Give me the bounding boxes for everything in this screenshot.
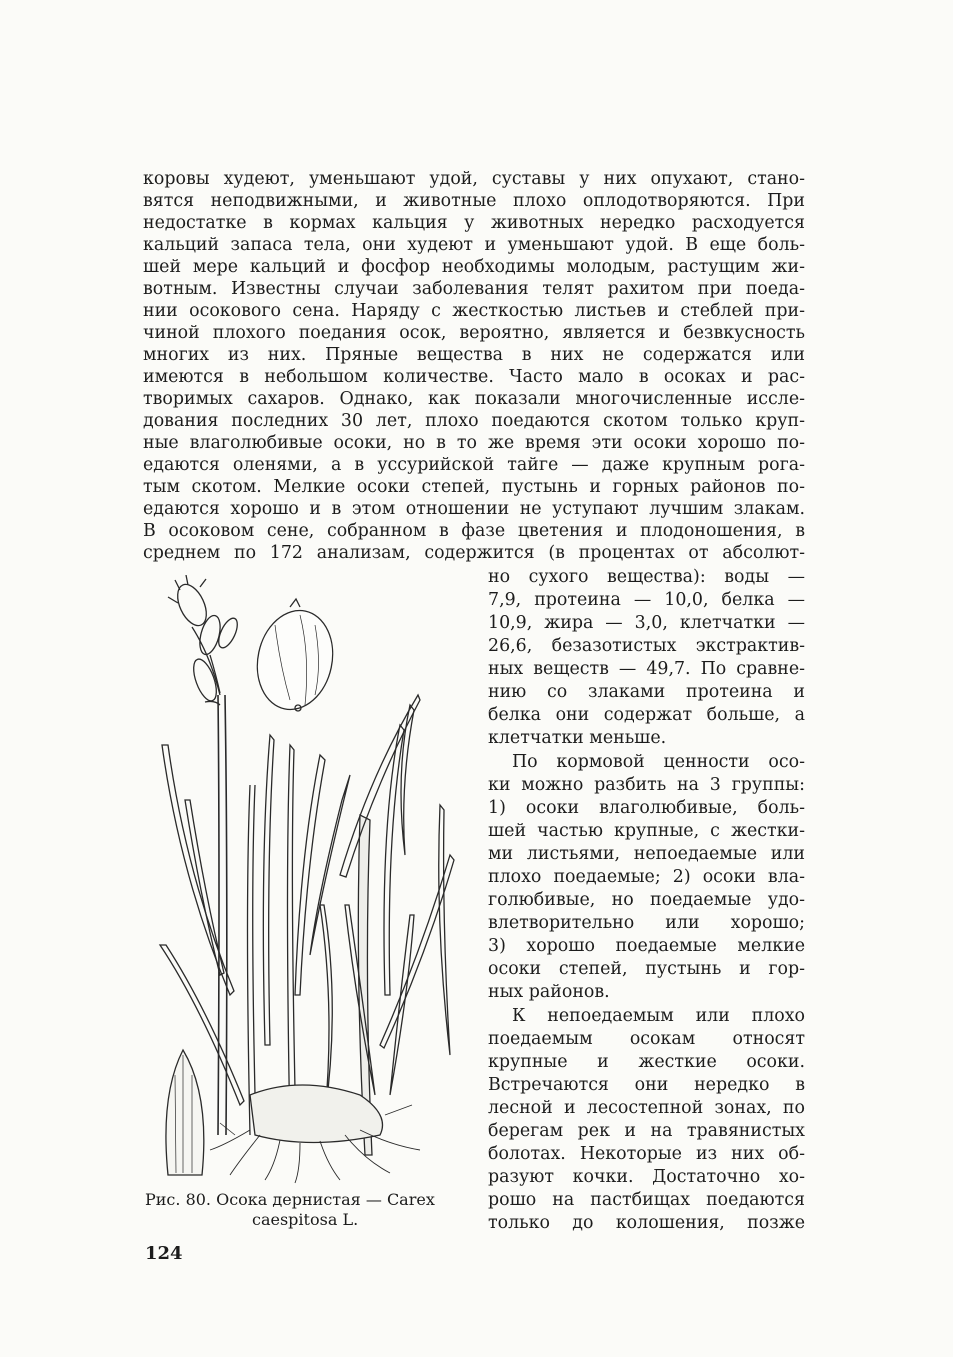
text-line: К непоедаемым или плохо — [512, 1006, 805, 1026]
fruit-drawing — [248, 599, 341, 717]
text-line: ные влаголюбивые осоки, но в то же время эти осоки хорошо по- — [143, 433, 805, 453]
text-line: голюбивые, но поедаемые удо- — [488, 890, 805, 910]
text-line: кальций запаса тела, они худеют и уменьшают удой. В еще боль- — [143, 235, 805, 255]
text-line: едаются хорошо и в этом отношении не уступают лучшим злакам. — [143, 499, 805, 519]
text-line: поедаемым осокам относят — [488, 1029, 805, 1049]
text-line: 3) хорошо поедаемые мелкие — [488, 936, 805, 956]
roots-drawing — [210, 1085, 420, 1183]
text-line: влетворительно или хорошо; — [488, 913, 805, 933]
text-line: Встречаются они нередко в — [488, 1075, 805, 1095]
text-line: творимых сахаров. Однако, как показали многочисленные иссле- — [143, 389, 805, 409]
text-line: плохо поедаемые; 2) осоки вла- — [488, 867, 805, 887]
text-line: 26,6, безазотистых экстрактив- — [488, 636, 805, 656]
text-line: только до колошения, позже — [488, 1213, 805, 1233]
text-line: вотным. Известны случаи заболевания телят рахитом при поеда- — [143, 279, 805, 299]
text-line: многих из них. Пряные вещества в них не содержатся или — [143, 345, 805, 365]
text-line: имеются в небольшом количестве. Часто мало в осоках и рас- — [143, 367, 805, 387]
text-line: ных веществ — 49,7. По сравне- — [488, 659, 805, 679]
text-line: 1) осоки влаголюбивые, боль- — [488, 798, 805, 818]
sedge-illustration — [150, 575, 480, 1185]
text-line: В осоковом сене, собранном в фазе цветения и плодоношения, в — [143, 521, 805, 541]
text-line: тым скотом. Мелкие осоки степей, пустынь и горных районов по- — [143, 477, 805, 497]
text-line: 7,9, протеина — 10,0, белка — — [488, 590, 805, 610]
text-line: осоки степей, пустынь и гор- — [488, 959, 805, 979]
text-line: коровы худеют, уменьшают удой, суставы у них опухают, стано- — [143, 169, 805, 189]
text-line: шей мере кальций и фосфор необходимы молодым, растущим жи- — [143, 257, 805, 277]
text-line: едаются оленями, а в уссурийской тайге — даже крупным рога- — [143, 455, 805, 475]
text-line: клетчатки меньше. — [488, 728, 667, 748]
text-line: шей частью крупные, с жестки- — [488, 821, 805, 841]
text-line: нию со злаками протеина и — [488, 682, 805, 702]
text-line: недостатке в кормах кальция у животных нередко расходуется — [143, 213, 805, 233]
flowering-stem-drawing — [168, 575, 241, 1135]
text-line: вятся неподвижными, и животные плохо оплодотворяются. При — [143, 191, 805, 211]
text-line: лесной и лесостепной зонах, по — [488, 1098, 805, 1118]
text-line: среднем по 172 анализам, содержится (в процентах от абсолют- — [143, 543, 805, 563]
text-line: ми листьями, непоедаемые или — [488, 844, 805, 864]
text-line: нии осокового сена. Наряду с жесткостью листьев и стеблей при- — [143, 301, 805, 321]
text-line: болотах. Некоторые из них об- — [488, 1144, 805, 1164]
text-line: крупные и жесткие осоки. — [488, 1052, 805, 1072]
text-line: берегам рек и на травянистых — [488, 1121, 805, 1141]
text-line: разуют кочки. Достаточно хо- — [488, 1167, 805, 1187]
text-line: чиной плохого поедания осок, вероятно, является и безвкусность — [143, 323, 805, 343]
text-line: но сухого вещества): воды — — [488, 567, 805, 587]
figure-caption-latin: caespitosa L. — [252, 1210, 359, 1229]
text-line: 10,9, жира — 3,0, клетчатки — — [488, 613, 805, 633]
scale-drawing — [166, 1050, 204, 1175]
text-line: рошо на пастбищах поедаются — [488, 1190, 805, 1210]
text-line: ных районов. — [488, 982, 610, 1002]
figure-caption: Рис. 80. Осока дернистая — Carex — [145, 1190, 435, 1209]
page-number: 124 — [145, 1243, 183, 1264]
text-line: По кормовой ценности осо- — [512, 752, 805, 772]
text-line: белка они содержат больше, а — [488, 705, 805, 725]
text-line: дования последних 30 лет, плохо поедаются скотом только круп- — [143, 411, 805, 431]
text-line: ки можно разбить на 3 группы: — [488, 775, 805, 795]
